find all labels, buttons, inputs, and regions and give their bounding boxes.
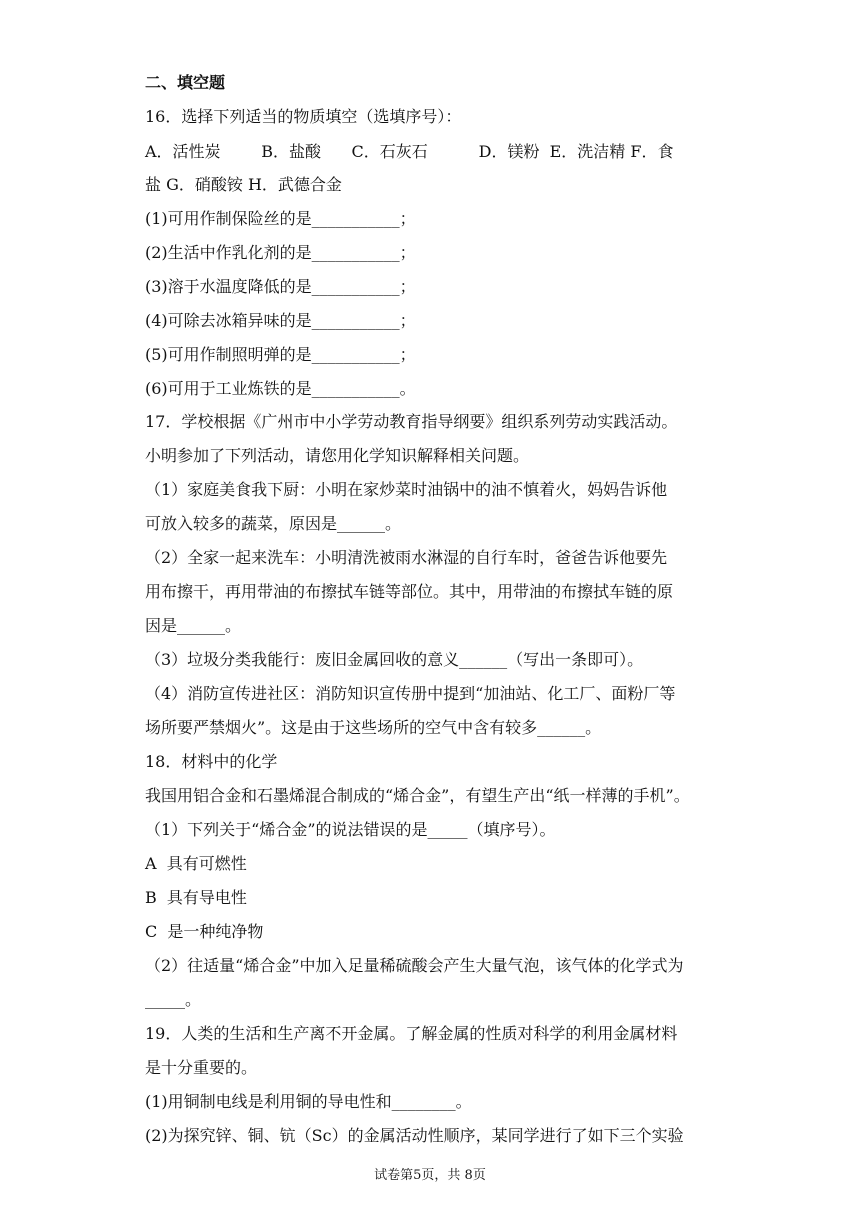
q16-sub2: (2)生活中作乳化剂的是___________； (145, 243, 416, 262)
q17-stem-line2: 小明参加了下列活动，请您用化学知识解释相关问题。 (145, 446, 530, 465)
q17-part2-line2: 用布擦干，再用带油的布擦拭车链等部位。其中，用带油的布擦拭车链的原 (145, 582, 674, 601)
q19-stem-line1: 19．人类的生活和生产离不开金属。了解金属的性质对科学的利用金属材料 (145, 1024, 678, 1043)
q18-part2-line2: _____。 (145, 990, 202, 1009)
q18-option-b: B 具有导电性 (145, 888, 247, 907)
q18-stem: 18．材料中的化学 (145, 752, 278, 771)
q18-part1: （1）下列关于“烯合金”的说法错误的是_____（填序号）。 (145, 820, 556, 839)
q19-sub2: (2)为探究锌、铜、钪（Sc）的金属活动性顺序，某同学进行了如下三个实验 (145, 1126, 684, 1145)
q16-sub5: (5)可用作制照明弹的是___________； (145, 345, 416, 364)
q16-sub1: (1)可用作制保险丝的是___________； (145, 209, 416, 228)
q16-stem: 16．选择下列适当的物质填空（选填序号）： (145, 107, 462, 126)
q16-sub6: (6)可用于工业炼铁的是___________。 (145, 379, 416, 398)
q17-part1-line1: （1）家庭美食我下厨：小明在家炒菜时油锅中的油不慎着火，妈妈告诉他 (145, 480, 668, 499)
q17-part4-line2: 场所要严禁烟火”。这是由于这些场所的空气中含有较多______。 (145, 718, 602, 737)
q17-stem-line1: 17．学校根据《广州市中小学劳动教育指导纲要》组织系列劳动实践活动。 (145, 412, 678, 431)
q18-option-a: A 具有可燃性 (145, 854, 247, 873)
q17-part2-line3: 因是______。 (145, 616, 242, 635)
q16-options-line1: A．活性炭 B．盐酸 C．石灰石 D．镁粉 E．洗洁精 F．食 (145, 142, 674, 161)
q16-sub4: (4)可除去冰箱异味的是___________； (145, 311, 416, 330)
q17-part1-line2: 可放入较多的蔬菜，原因是______。 (145, 514, 402, 533)
q19-stem-line2: 是十分重要的。 (145, 1058, 258, 1077)
q17-part4-line1: （4）消防宣传进社区：消防知识宣传册中提到“加油站、化工厂、面粉厂等 (145, 684, 676, 703)
section-title: 二、填空题 (145, 73, 226, 92)
q16-sub3: (3)溶于水温度降低的是___________； (145, 277, 416, 296)
q17-part2-line1: （2）全家一起来洗车：小明清洗被雨水淋湿的自行车时，爸爸告诉他要先 (145, 548, 668, 567)
q17-part3: （3）垃圾分类我能行：废旧金属回收的意义______（写出一条即可）。 (145, 650, 644, 669)
q18-intro: 我国用铝合金和石墨烯混合制成的“烯合金”，有望生产出“纸一样薄的手机”。 (145, 786, 690, 805)
q16-options-line2: 盐 G．硝酸铵 H．武德合金 (145, 175, 342, 194)
page-footer: 试卷第5页，共 8页 (374, 1168, 486, 1183)
q19-sub1: (1)用铜制电线是利用铜的导电性和________。 (145, 1092, 472, 1111)
q18-option-c: C 是一种纯净物 (145, 922, 264, 941)
q18-part2-line1: （2）往适量“烯合金”中加入足量稀硫酸会产生大量气泡，该气体的化学式为 (145, 956, 684, 975)
